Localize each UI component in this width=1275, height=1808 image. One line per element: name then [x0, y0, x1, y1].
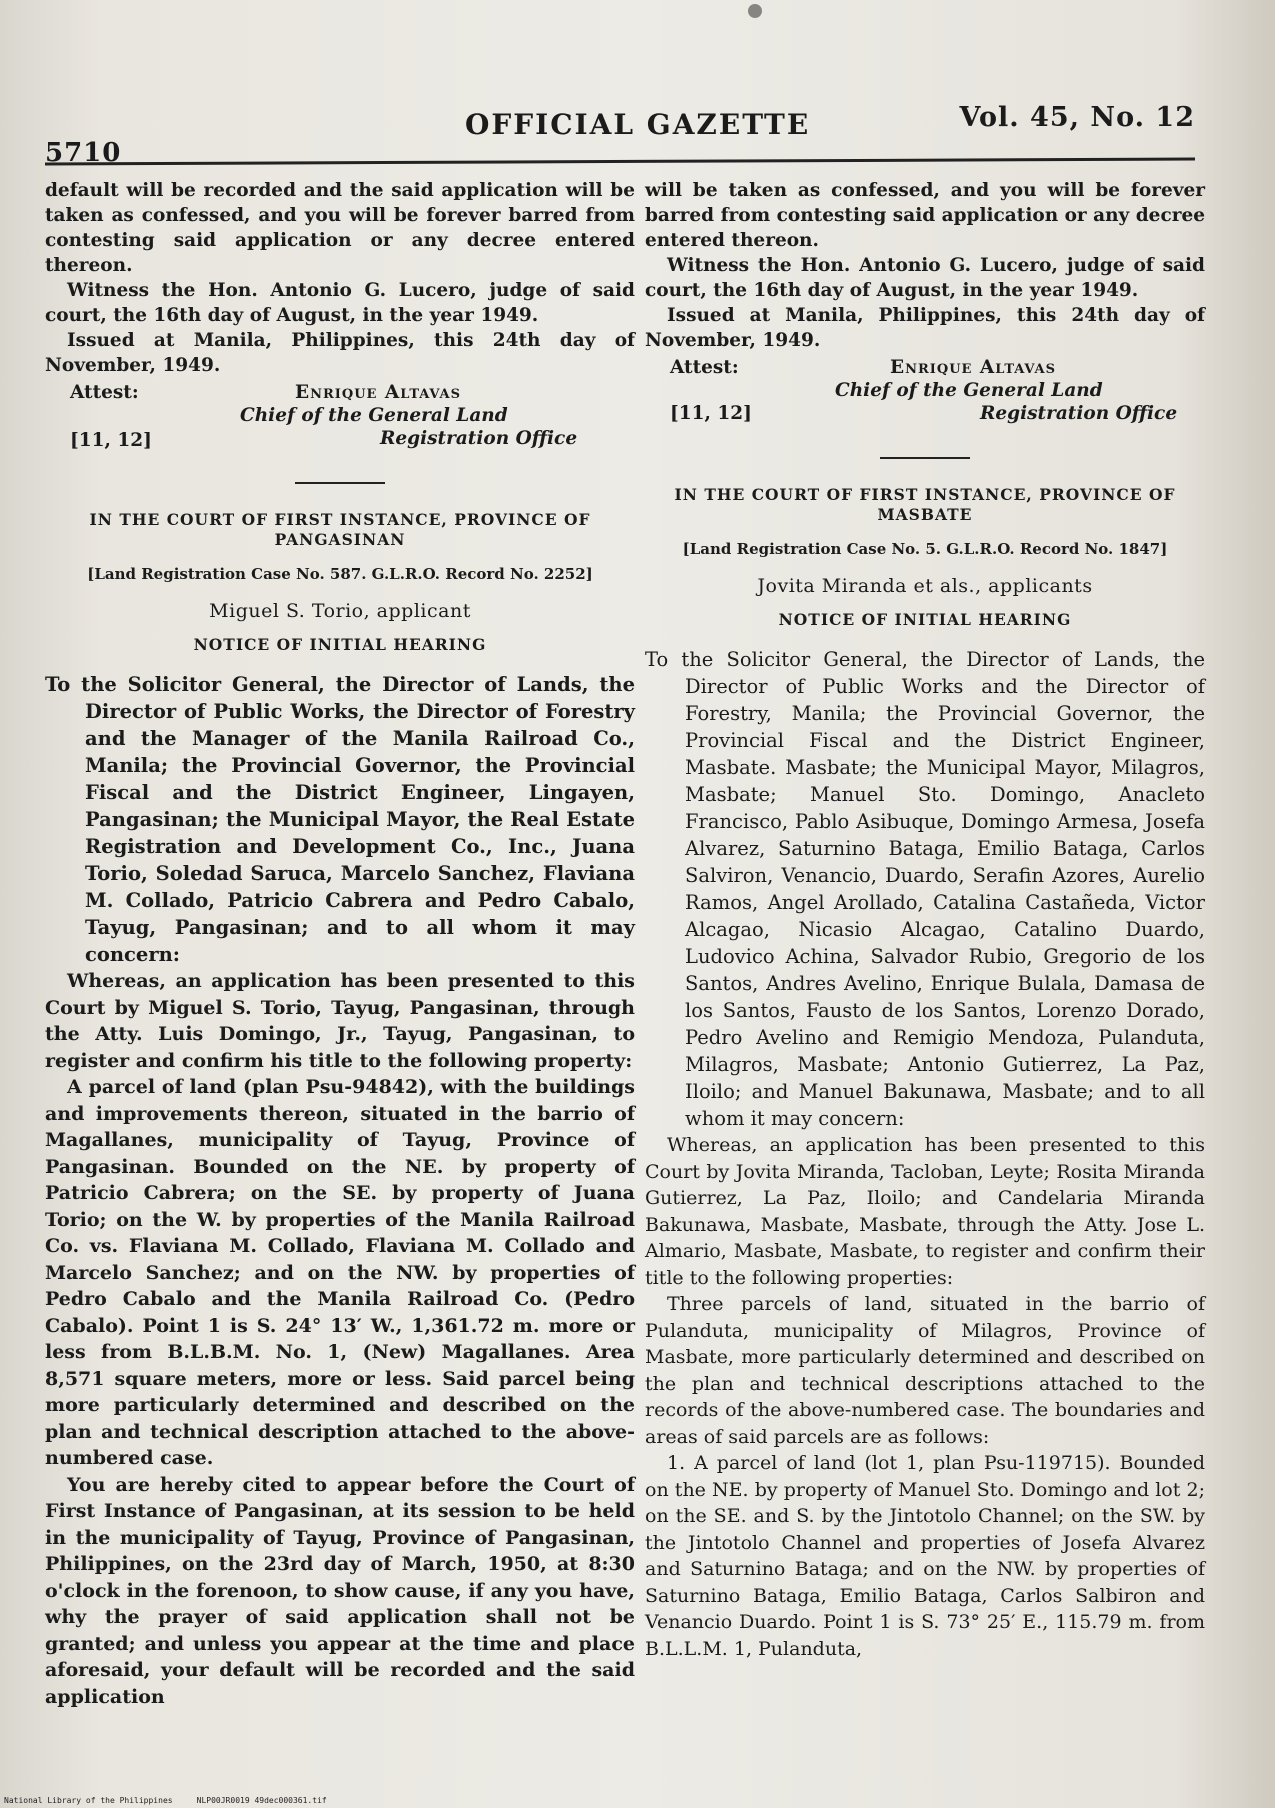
attest-title-line-2: Registration Office [980, 403, 1178, 424]
witness-paragraph: Witness the Hon. Antonio G. Lucero, judge of said court, the 16th day of August, in the year 1949. [45, 280, 635, 326]
parcel-description: A parcel of land (plan Psu-94842), with the buildings and improvements thereon, situated in the barrio of Magallanes, municipality of Tayug, Province of Pangasinan. Bounded on the NE. by property of Patricio Cabrera; on the SE. by property of Juana Torio; on the W. by properties of the Manila Railroad Co. vs. Flaviana M. Collado, Flaviana M. Collado and Marcelo Sanchez; and on the NW. by properties of Pedro Cabalo and the Manila Railroad Co. (Pedro Cabalo). Point 1 is S. 24° 13′ W., 1,361.72 m. more or less from B.L.B.M. No. 1, (New) Magallanes. Area 8,571 square meters, more or less. Said parcel being more particularly determined and described on the plan and technical description attached to the above-numbered case. [45, 1076, 635, 1469]
witness-paragraph: Witness the Hon. Antonio G. Lucero, judge of said court, the 16th day of August, in the year 1949. [645, 255, 1205, 301]
page-number: 5710 [45, 138, 122, 168]
continuation-text: default will be recorded and the said application will be taken as confessed, and you will be forever barred from contesting said application or any decree entered thereon. [45, 180, 635, 276]
applicant-name: Jovita Miranda et als., applicants [757, 575, 1093, 597]
attest-block [45, 380, 635, 460]
attest-title-line-1: Chief of the General Land [240, 405, 508, 426]
lot-1-description: 1. A parcel of land (lot 1, plan Psu-119715). Bounded on the NE. by property of Manuel Sto. Domingo and lot 2; on the SE. and S. by the Jintotolo Channel; on the SW. by the Jintotolo Channel and properties of Josefa Alvarez and Saturnino Bataga; and on the NW. by properties of Saturnino Bataga, Emilio Bataga, Carlos Salbiron and Venancio Duardo. Point 1 is S. 73° 25′ E., 115.79 m. from B.L.L.M. 1, Pulanduta, [645, 1452, 1205, 1660]
page-header [45, 100, 1195, 168]
whereas-paragraph: Whereas, an application has been presented to this Court by Miguel S. Torio, Tayug, Pangasinan, through the Atty. Luis Domingo, Jr., Tayug, Pangasinan, to register and confirm his title to the following property: [45, 970, 635, 1072]
section-divider [295, 482, 385, 484]
case-record-line: [Land Registration Case No. 587. G.L.R.O. Record No. 2252] [87, 565, 593, 583]
right-column [645, 178, 1205, 1662]
continuation-text: will be taken as confessed, and you will be forever barred from contesting said application or any decree entered thereon. [645, 180, 1205, 251]
address-block: To the Solicitor General, the Director of Lands, the Director of Public Works, the Director of Forestry and the Manager of the Manila Railroad Co., Manila; the Provincial Governor, the Provincial Fiscal and the District Engineer, Lingayen, Pangasinan; the Municipal Mayor, the Real Estate Registration and Development Co., Inc., Juana Torio, Soledad Saruca, Marcelo Sanchez, Flaviana M. Collado, Patricio Cabrera and Pedro Cabalo, Tayug, Pangasinan; and to all whom it may concern: [45, 673, 635, 966]
left-column [45, 178, 635, 1710]
attest-name: Enrique Altavas [295, 382, 461, 403]
attest-title-line-2: Registration Office [380, 428, 578, 449]
parcels-intro-paragraph: Three parcels of land, situated in the barrio of Pulanduta, municipality of Milagros, Province of Masbate, more particularly determined and described on the plan and technical descriptions attached to the records of the above-numbered case. The boundaries and areas of said parcels are as follows: [645, 1293, 1205, 1448]
applicant-name: Miguel S. Torio, applicant [209, 600, 471, 622]
issue-reference: [11, 12] [70, 430, 152, 451]
attest-title-line-1: Chief of the General Land [835, 380, 1103, 401]
case-record-line: [Land Registration Case No. 5. G.L.R.O. Record No. 1847] [682, 540, 1168, 558]
attest-label: Attest: [70, 382, 139, 403]
court-heading: IN THE COURT OF FIRST INSTANCE, PROVINCE OF MASBATE [674, 485, 1176, 524]
punch-hole-mark [748, 4, 762, 18]
attest-label: Attest: [670, 357, 739, 378]
volume-number: Vol. 45, No. 12 [959, 102, 1195, 133]
scan-credit: National Library of the Philippines NLP00JR0019 49dec000361.tif [4, 1796, 327, 1805]
issued-paragraph: Issued at Manila, Philippines, this 24th day of November, 1949. [45, 330, 635, 376]
gazette-title: OFFICIAL GAZETTE [465, 108, 811, 141]
whereas-paragraph: Whereas, an application has been presented to this Court by Jovita Miranda, Tacloban, Leyte; Rosita Miranda Gutierrez, La Paz, Iloilo; and Candelaria Miranda Bakunawa, Masbate, Masbate, through the Atty. Jose L. Almario, Masbate, Masbate, to register and confirm their title to the following properties: [645, 1134, 1205, 1289]
issue-reference: [11, 12] [670, 403, 752, 424]
issued-paragraph: Issued at Manila, Philippines, this 24th day of November, 1949. [645, 305, 1205, 351]
notice-title: NOTICE OF INITIAL HEARING [778, 610, 1072, 629]
notice-title: NOTICE OF INITIAL HEARING [193, 635, 487, 654]
address-block: To the Solicitor General, the Director of Lands, the Director of Public Works and the Director of Forestry, Manila; the Provincial Governor, the Provincial Fiscal and the District Engineer, Masbate. Masbate; the Municipal Mayor, Milagros, Masbate; Manuel Sto. Domingo, Anacleto Francisco, Pablo Asibuque, Domingo Armesa, Josefa Alvarez, Saturnino Bataga, Emilio Bataga, Carlos Salviron, Venancio, Duardo, Serafin Azores, Aurelio Ramos, Angel Arollado, Catalina Castañeda, Victor Alcagao, Nicasio Alcagao, Catalino Duardo, Ludovico Achina, Salvador Rubio, Gregorio de los Santos, Andres Avelino, Enrique Bulala, Damasa de los Santos, Fausto de los Santos, Lorenzo Dorado, Pedro Avelino and Remigio Mendoza, Pulanduta, Milagros, Masbate; Antonio Gutierrez, La Paz, Iloilo; and Manuel Bakunawa, Masbate; and to all whom it may concern: [645, 648, 1205, 1130]
summons-paragraph: You are hereby cited to appear before the Court of First Instance of Pangasinan, at its session to be held in the municipality of Tayug, Province of Pangasinan, Philippines, on the 23rd day of March, 1950, at 8:30 o'clock in the forenoon, to show cause, if any you have, why the prayer of said application shall not be granted; and unless you appear at the time and place aforesaid, your default will be recorded and the said application [45, 1473, 635, 1708]
court-heading: IN THE COURT OF FIRST INSTANCE, PROVINCE OF PANGASINAN [89, 510, 591, 549]
attest-block [645, 355, 1205, 435]
section-divider [880, 457, 970, 459]
attest-name: Enrique Altavas [890, 357, 1056, 378]
